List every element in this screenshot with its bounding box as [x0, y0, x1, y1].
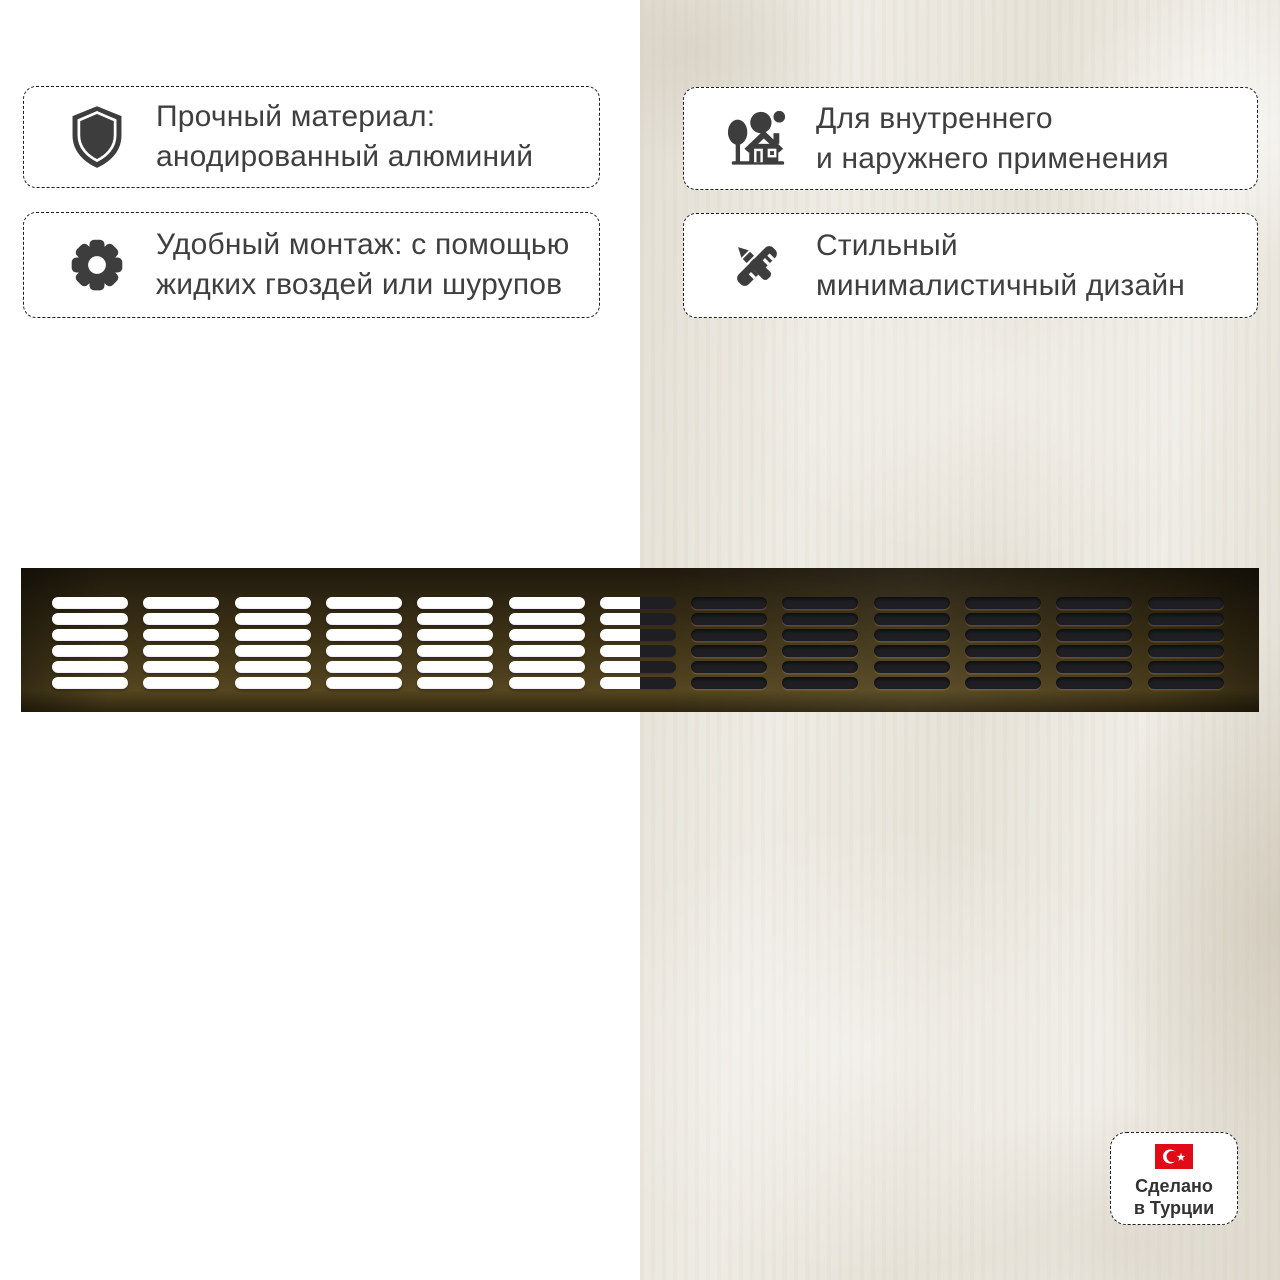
grille-slot — [1056, 677, 1132, 689]
grille-slot — [782, 677, 858, 689]
grille-slot — [691, 597, 767, 609]
feature-line-2: анодированный алюминий — [156, 140, 534, 173]
grille-slot — [326, 645, 402, 657]
feature-line-1: Стильный — [816, 228, 958, 262]
feature-card-design — [683, 213, 1258, 318]
grille-slot — [691, 645, 767, 657]
grille-slot — [1056, 613, 1132, 625]
grille-slot — [235, 677, 311, 689]
pencil-ruler-icon — [726, 230, 788, 302]
grille-slot — [326, 677, 402, 689]
grille-slot — [417, 661, 493, 673]
feature-card-material — [23, 86, 600, 188]
grille-slot — [143, 677, 219, 689]
grille-slot — [600, 629, 676, 641]
grille-slot — [1148, 629, 1224, 641]
feature-text — [816, 226, 1185, 306]
turkey-flag-icon — [1155, 1144, 1193, 1169]
grille-slot — [1056, 661, 1132, 673]
made-in-line-1: Сделано — [1135, 1176, 1213, 1196]
made-in-line-2: в Турции — [1133, 1198, 1215, 1218]
grille-slot — [326, 613, 402, 625]
grille-slot — [782, 661, 858, 673]
feature-line-1: Для внутреннего — [816, 101, 1053, 135]
grille-slot — [1148, 677, 1224, 689]
grille-slot — [600, 661, 676, 673]
grille-slot — [600, 677, 676, 689]
grille-slot — [509, 661, 585, 673]
grille-slot — [235, 613, 311, 625]
feature-card-indoor-outdoor — [683, 87, 1258, 190]
grille-slot — [691, 613, 767, 625]
shield-icon — [66, 101, 128, 173]
grille-slot — [600, 597, 676, 609]
grille-slot — [509, 645, 585, 657]
grille-slot — [326, 597, 402, 609]
grille-slot — [235, 597, 311, 609]
grille-slot — [1148, 613, 1224, 625]
grille-slot — [326, 629, 402, 641]
grille-slot — [965, 661, 1041, 673]
grille-slot — [1056, 629, 1132, 641]
feature-line-2: минималистичный дизайн — [816, 268, 1186, 302]
grille-slot — [52, 613, 128, 625]
grille-slot — [1148, 661, 1224, 673]
feature-text — [156, 97, 533, 177]
ventilation-grille — [21, 568, 1259, 712]
grille-slot — [235, 661, 311, 673]
grille-slot — [417, 629, 493, 641]
grille-slot — [52, 661, 128, 673]
house-outdoor-icon — [726, 103, 788, 175]
grille-slot — [600, 613, 676, 625]
grille-slot — [874, 645, 950, 657]
grille-slot — [417, 645, 493, 657]
feature-line-2: и наружнего применения — [816, 141, 1169, 175]
grille-slot — [143, 613, 219, 625]
grille-slot — [52, 629, 128, 641]
grille-slot — [965, 613, 1041, 625]
grille-slot — [509, 677, 585, 689]
feature-line-2: жидких гвоздей или шурупов — [156, 268, 563, 301]
feature-card-installation — [23, 212, 600, 318]
grille-slot — [691, 661, 767, 673]
grille-slot — [509, 629, 585, 641]
feature-text — [156, 225, 569, 305]
grille-slot — [235, 645, 311, 657]
grille-slot — [965, 677, 1041, 689]
grille-slot — [691, 677, 767, 689]
grille-slot — [509, 597, 585, 609]
feature-line-1: Прочный материал: — [156, 100, 436, 133]
grille-slot — [143, 645, 219, 657]
grille-slot — [52, 677, 128, 689]
grille-slot — [143, 661, 219, 673]
grille-slot — [782, 645, 858, 657]
grille-slot — [417, 597, 493, 609]
grille-slot — [509, 613, 585, 625]
grille-slot — [965, 629, 1041, 641]
grille-slot — [143, 629, 219, 641]
grille-slot — [965, 597, 1041, 609]
grille-slot — [52, 645, 128, 657]
grille-slot — [235, 629, 311, 641]
gear-icon — [66, 229, 128, 301]
grille-slot — [782, 629, 858, 641]
made-in-turkey-badge — [1110, 1132, 1238, 1225]
grille-slot — [874, 629, 950, 641]
grille-slot — [1056, 645, 1132, 657]
grille-slot — [782, 597, 858, 609]
grille-slot — [52, 597, 128, 609]
feature-line-1: Удобный монтаж: с помощью — [156, 228, 570, 261]
grille-slot — [143, 597, 219, 609]
grille-slot — [417, 613, 493, 625]
grille-slot — [1056, 597, 1132, 609]
grille-slot — [600, 645, 676, 657]
grille-slot — [417, 677, 493, 689]
grille-slot — [874, 677, 950, 689]
grille-slot — [874, 597, 950, 609]
grille-slot — [965, 645, 1041, 657]
grille-slot — [782, 613, 858, 625]
grille-slot — [691, 629, 767, 641]
grille-slot — [1148, 645, 1224, 657]
grille-slot — [326, 661, 402, 673]
feature-text — [816, 99, 1169, 179]
grille-slot — [874, 661, 950, 673]
grille-slot — [1148, 597, 1224, 609]
grille-slot — [874, 613, 950, 625]
